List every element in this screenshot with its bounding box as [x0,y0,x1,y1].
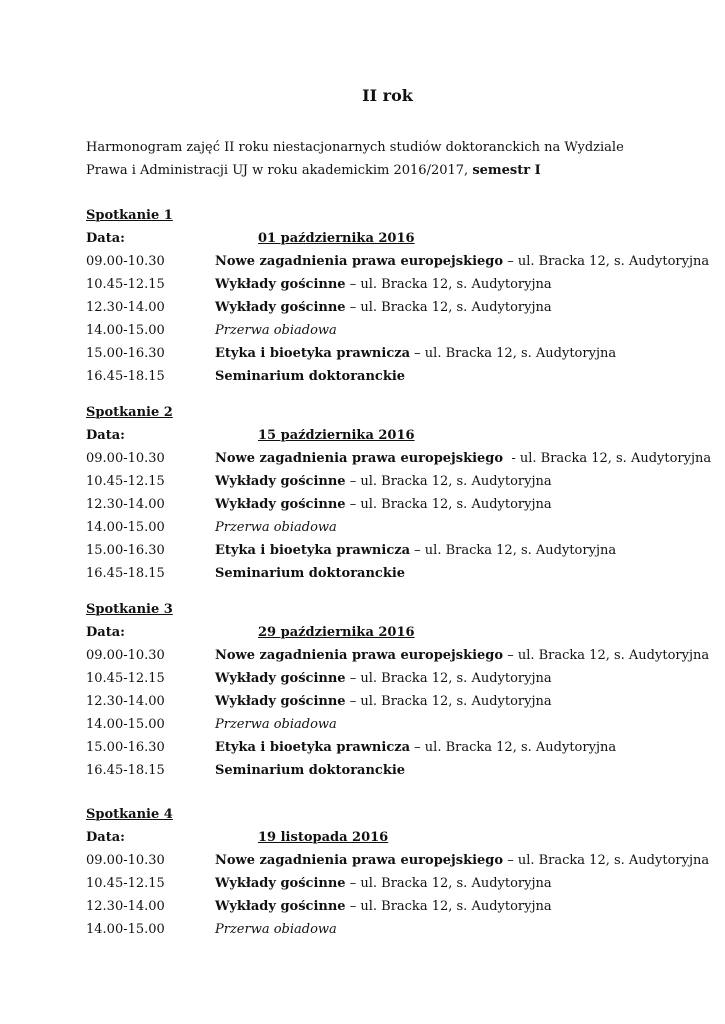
time-slot: 16.45-18.15 [86,566,165,581]
schedule-row [86,365,696,388]
time-slot: 12.30-14.00 [86,300,165,315]
page-title: II rok [362,86,413,105]
semester-label: semestr I [472,163,541,178]
schedule-row [86,690,696,713]
session-description [215,319,337,342]
intro-line-1: Harmonogram zajęć II roku niestacjonarnych studiów doktoranckich na Wydziale [86,140,624,155]
course-name: Seminarium doktoranckie [215,369,406,384]
session-description [215,736,616,759]
time-slot: 16.45-18.15 [86,763,165,778]
time-slot: 14.00-15.00 [86,520,165,535]
location-text: – ul. Bracka 12, s. Audytoryjna [345,277,552,292]
time-slot: 10.45-12.15 [86,277,165,292]
time-slot: 10.45-12.15 [86,474,165,489]
course-name: Wykłady gościnne [215,876,346,891]
session-description [215,296,552,319]
session-description [215,250,709,273]
meeting-title: Spotkanie 4 [86,807,173,822]
schedule-row [86,759,696,782]
time-slot: 14.00-15.00 [86,717,165,732]
time-slot: 09.00-10.30 [86,648,165,663]
meeting-date: 01 października 2016 [258,231,415,246]
date-row [86,227,696,250]
time-slot: 12.30-14.00 [86,497,165,512]
schedule-row [86,296,696,319]
time-slot: 12.30-14.00 [86,899,165,914]
intro-line-2-text: Prawa i Administracji UJ w roku akademickim 2016/2017, [86,163,473,178]
schedule-row [86,470,696,493]
date-row [86,621,696,644]
course-name: Wykłady gościnne [215,899,346,914]
location-text: – ul. Bracka 12, s. Audytoryjna [410,543,617,558]
course-name: Wykłady gościnne [215,694,346,709]
meeting-title: Spotkanie 3 [86,602,173,617]
location-text: - ul. Bracka 12, s. Audytoryjna [503,451,712,466]
course-name: Nowe zagadnienia prawa europejskiego [215,254,504,269]
date-label: Data: [86,830,125,845]
time-slot: 15.00-16.30 [86,740,165,755]
session-description [215,470,552,493]
schedule-row [86,539,696,562]
session-description [215,690,552,713]
location-text: – ul. Bracka 12, s. Audytoryjna [410,740,617,755]
session-description [215,895,552,918]
break-label: Przerwa obiadowa [215,717,337,732]
location-text: – ul. Bracka 12, s. Audytoryjna [345,671,552,686]
intro-paragraph [86,136,686,182]
course-name: Seminarium doktoranckie [215,763,406,778]
schedule-row [86,849,710,872]
schedule-row [86,918,696,941]
location-text: – ul. Bracka 12, s. Audytoryjna [503,254,710,269]
meeting-block-2 [86,401,712,585]
time-slot: 10.45-12.15 [86,876,165,891]
location-text: – ul. Bracka 12, s. Audytoryjna [345,300,552,315]
location-text: – ul. Bracka 12, s. Audytoryjna [345,899,552,914]
session-description [215,562,405,585]
location-text: – ul. Bracka 12, s. Audytoryjna [503,648,710,663]
time-slot: 09.00-10.30 [86,254,165,269]
time-slot: 14.00-15.00 [86,922,165,937]
session-description [215,342,616,365]
schedule-row [86,644,710,667]
course-name: Etyka i bioetyka prawnicza [215,346,411,361]
location-text: – ul. Bracka 12, s. Audytoryjna [345,694,552,709]
schedule-row [86,562,696,585]
time-slot: 15.00-16.30 [86,543,165,558]
time-slot: 09.00-10.30 [86,853,165,868]
schedule-row [86,493,696,516]
course-name: Nowe zagadnienia prawa europejskiego [215,853,504,868]
date-row [86,826,696,849]
schedule-row [86,319,696,342]
time-slot: 09.00-10.30 [86,451,165,466]
intro-line-2 [86,159,686,182]
session-description [215,273,552,296]
course-name: Wykłady gościnne [215,671,346,686]
meeting-date: 15 października 2016 [258,428,415,443]
meeting-date: 19 listopada 2016 [258,830,389,845]
session-description [215,516,337,539]
time-slot: 15.00-16.30 [86,346,165,361]
time-slot: 16.45-18.15 [86,369,165,384]
time-slot: 14.00-15.00 [86,323,165,338]
course-name: Etyka i bioetyka prawnicza [215,543,411,558]
meeting-date: 29 października 2016 [258,625,415,640]
schedule-row [86,342,696,365]
date-label: Data: [86,231,125,246]
session-description [215,644,709,667]
course-name: Wykłady gościnne [215,277,346,292]
meeting-title: Spotkanie 2 [86,405,173,420]
schedule-row [86,273,696,296]
schedule-row [86,250,710,273]
schedule-row [86,516,696,539]
location-text: – ul. Bracka 12, s. Audytoryjna [345,474,552,489]
schedule-row [86,736,696,759]
schedule-row [86,447,712,470]
time-slot: 12.30-14.00 [86,694,165,709]
session-description [215,849,709,872]
course-name: Wykłady gościnne [215,300,346,315]
course-name: Wykłady gościnne [215,474,346,489]
course-name: Seminarium doktoranckie [215,566,406,581]
session-description [215,713,337,736]
meeting-title: Spotkanie 1 [86,208,173,223]
date-label: Data: [86,625,125,640]
schedule-row [86,895,696,918]
schedule-row [86,667,696,690]
location-text: – ul. Bracka 12, s. Audytoryjna [410,346,617,361]
meeting-block-3 [86,598,710,782]
location-text: – ul. Bracka 12, s. Audytoryjna [345,876,552,891]
date-row [86,424,696,447]
meeting-block-1 [86,204,710,388]
course-name: Nowe zagadnienia prawa europejskiego [215,451,504,466]
session-description [215,667,552,690]
course-name: Nowe zagadnienia prawa europejskiego [215,648,504,663]
date-label: Data: [86,428,125,443]
session-description [215,493,552,516]
session-description [215,872,552,895]
break-label: Przerwa obiadowa [215,323,337,338]
location-text: – ul. Bracka 12, s. Audytoryjna [503,853,710,868]
break-label: Przerwa obiadowa [215,922,337,937]
meeting-block-4 [86,803,710,941]
break-label: Przerwa obiadowa [215,520,337,535]
course-name: Etyka i bioetyka prawnicza [215,740,411,755]
course-name: Wykłady gościnne [215,497,346,512]
time-slot: 10.45-12.15 [86,671,165,686]
session-description [215,365,405,388]
session-description [215,447,711,470]
schedule-row [86,713,696,736]
session-description [215,918,337,941]
session-description [215,539,616,562]
location-text: – ul. Bracka 12, s. Audytoryjna [345,497,552,512]
schedule-row [86,872,696,895]
session-description [215,759,405,782]
